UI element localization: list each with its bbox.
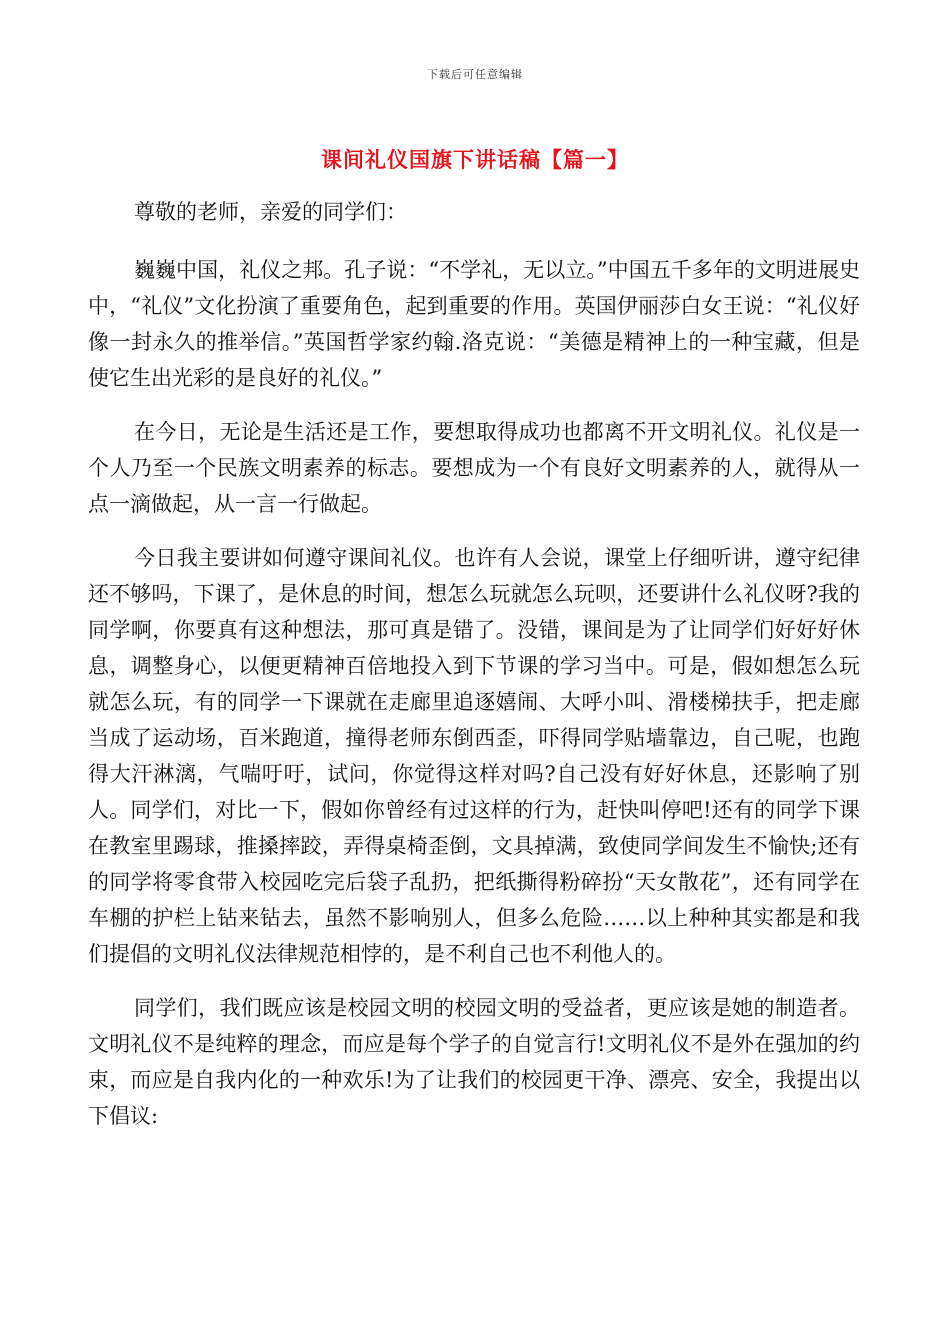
paragraph-4: 同学们，我们既应该是校园文明的校园文明的受益者，更应该是她的制造者。文明礼仪不是纯粹的理念，而应是每个学子的自觉言行!文明礼仪不是外在强加的约束，而应是自我内化的一种欢乐!为了让我们的校园更干净、漂亮、安全，我提出以下倡议: — [88, 996, 860, 1128]
document-body — [88, 194, 860, 1152]
paragraph-1: 巍巍中国，礼仪之邦。孔子说：“不学礼，无以立。”中国五千多年的文明进展史中，“礼仪”文化扮演了重要角色，起到重要的作用。英国伊丽莎白女王说：“礼仪好像一封永久的推举信。”英国哲学家约翰.洛克说：“美德是精神上的一种宝藏，但是使它生出光彩的是良好的礼仪。” — [88, 258, 860, 390]
header-note: 下载后可任意编辑 — [427, 68, 523, 81]
salutation: 尊敬的老师，亲爱的同学们： — [134, 200, 407, 224]
paragraph-3: 今日我主要讲如何遵守课间礼仪。也许有人会说，课堂上仔细听讲，遵守纪律还不够吗，下课了，是休息的时间，想怎么玩就怎么玩呗，还要讲什么礼仪呀?我的同学啊，你要真有这种想法，那可真是错了。没错，课间是为了让同学们好好好休息，调整身心，以便更精神百倍地投入到下节课的学习当中。可是，假如想怎么玩就怎么玩，有的同学一下课就在走廊里追逐嬉闹、大呼小叫、滑楼梯扶手，把走廊当成了运动场，百米跑道，撞得老师东倒西歪，吓得同学贴墙靠边，自己呢，也跑得大汗淋漓，气喘吁吁，试问，你觉得这样对吗?自己没有好好休息，还影响了别人。同学们，对比一下，假如你曾经有过这样的行为，赶快叫停吧!还有的同学下课在教室里踢球，推搡摔跤，弄得桌椅歪倒，文具掉满，致使同学间发生不愉快;还有的同学将零食带入校园吃完后袋子乱扔，把纸撕得粉碎扮“天女散花”，还有同学在车棚的护栏上钻来钻去，虽然不影响别人，但多么危险……以上种种其实都是和我们提倡的文明礼仪法律规范相悖的，是不利自己也不利他人的。 — [88, 546, 860, 966]
paragraph-2: 在今日，无论是生活还是工作，要想取得成功也都离不开文明礼仪。礼仪是一个人乃至一个民族文明素养的标志。要想成为一个有良好文明素养的人，就得从一点一滴做起，从一言一行做起。 — [88, 420, 860, 516]
document-title: 课间礼仪国旗下讲话稿【篇一】 — [321, 147, 629, 172]
